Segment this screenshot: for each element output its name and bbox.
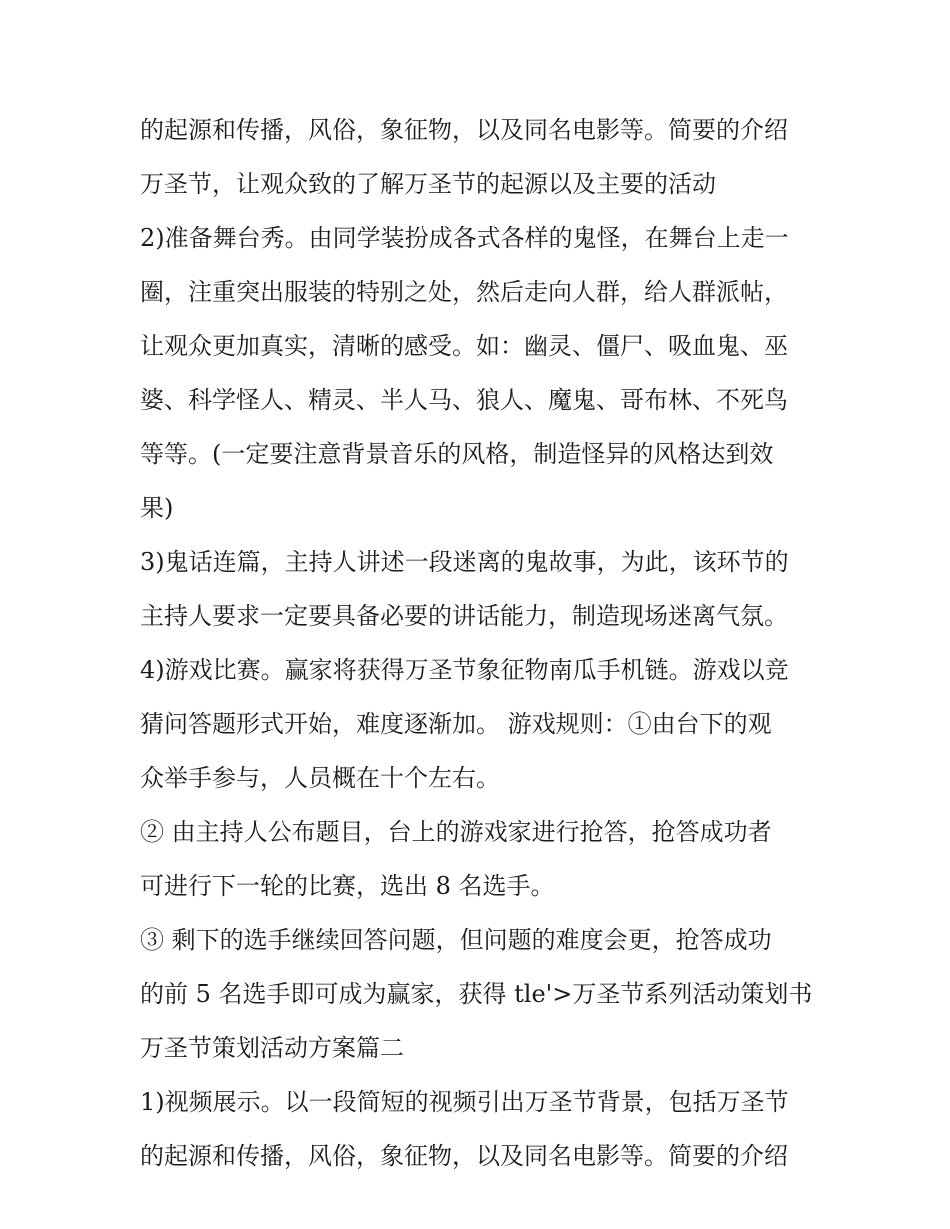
text-line: 万圣节，让观众致的了解万圣节的起源以及主要的活动: [140, 170, 716, 198]
text-line: 主持人要求一定要具备必要的讲话能力，制造现场迷离气氛。: [140, 602, 788, 630]
text-line: 万圣节策划活动方案篇二: [140, 1034, 404, 1062]
text-line: 婆、科学怪人、精灵、半人马、狼人、魔鬼、哥布林、不死鸟: [140, 386, 788, 414]
text-line: 众举手参与，人员概在十个左右。: [140, 764, 500, 792]
text-line: 2)准备舞台秀。由同学装扮成各式各样的鬼怪，在舞台上走一: [140, 224, 789, 252]
text-line: 的前 5 名选手即可成为赢家，获得 tle'>万圣节系列活动策划书: [140, 980, 813, 1008]
text-line: ② 由主持人公布题目，台上的游戏家进行抢答，抢答成功者: [140, 818, 772, 846]
text-line: 的起源和传播，风俗，象征物，以及同名电影等。简要的介绍: [140, 1142, 788, 1170]
text-line: 猜问答题形式开始，难度逐渐加。 游戏规则：①由台下的观: [140, 710, 772, 738]
text-line: 果): [140, 494, 174, 522]
text-line: 3)鬼话连篇，主持人讲述一段迷离的鬼故事，为此，该环节的: [140, 548, 789, 576]
text-line: 等等。(一定要注意背景音乐的风格，制造怪异的风格达到效: [140, 440, 774, 468]
text-line: 圈，注重突出服装的特别之处，然后走向人群，给人群派帖，: [140, 278, 788, 306]
text-line: 4)游戏比赛。赢家将获得万圣节象征物南瓜手机链。游戏以竞: [140, 656, 789, 684]
text-line: 让观众更加真实，清晰的感受。如：幽灵、僵尸、吸血鬼、巫: [140, 332, 788, 360]
text-line: 的起源和传播，风俗，象征物，以及同名电影等。简要的介绍: [140, 116, 788, 144]
text-line: 可进行下一轮的比赛，选出 8 名选手。: [140, 872, 555, 900]
text-line: 1)视频展示。以一段简短的视频引出万圣节背景，包括万圣节: [140, 1088, 789, 1116]
text-line: ③ 剩下的选手继续回答问题，但问题的难度会更，抢答成功: [140, 926, 772, 954]
document-body: [140, 103, 820, 1183]
